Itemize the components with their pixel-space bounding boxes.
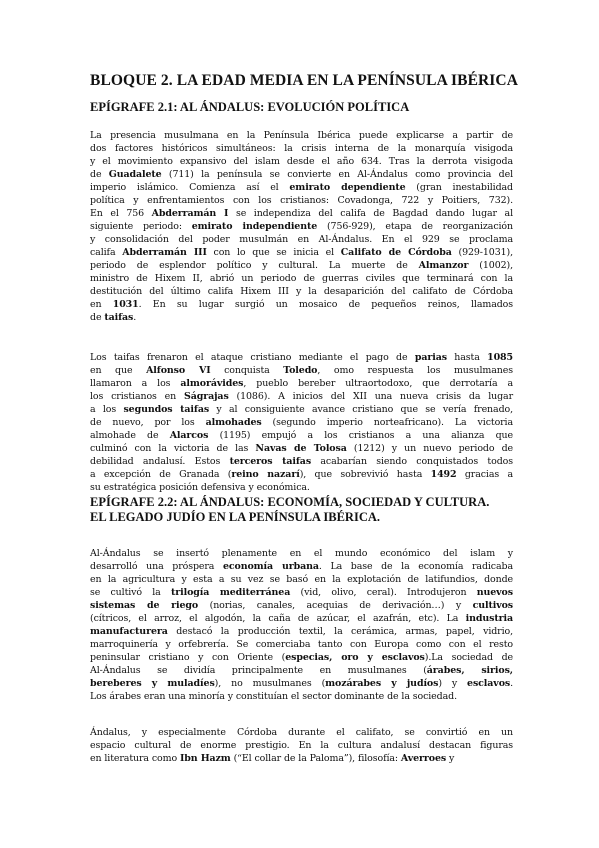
text-line: imperio islámico. Comienza así el emirato dependiente (gran inestabilidad [90, 182, 513, 193]
text-line: bereberes y muladíes), no musulmanes (mozárabes y judíos) y esclavos. [90, 678, 514, 689]
text-line: a excepción de Granada (reino nazarí), que sobrevivió hasta 1492 gracias a [90, 469, 514, 480]
text-line: en la agricultura y esta a su vez se basó en la explotación de latifundios, donde [90, 574, 513, 585]
document-title: BLOQUE 2. LA EDAD MEDIA EN LA PENÍNSULA IBÉRICA [90, 72, 519, 89]
section-heading-1-line: EPÍGRAFE 2.1: AL ÁNDALUS: EVOLUCIÓN POLÍTICA [90, 100, 410, 114]
section-heading-2-line-1: EPÍGRAFE 2.2: AL ÁNDALUS: ECONOMÍA, SOCIEDAD Y CULTURA. [90, 495, 490, 509]
text-line: llamaron a los almorávides, pueblo bereber ultraortodoxo, que derrotaría a [90, 378, 513, 389]
text-line: culminó con la victoria de las Navas de Tolosa (1212) y un nuevo periodo de [90, 443, 513, 454]
paragraph-1 [90, 129, 513, 324]
text-line: de taifas. [90, 312, 137, 323]
text-line: periodo de esplendor político y cultural. La muerte de Almanzor (1002), [90, 260, 513, 271]
paragraph-3 [90, 547, 513, 703]
text-line: se cultivó la trilogía mediterránea (vid, olivo, ceral). Introdujeron nuevos [90, 587, 513, 598]
text-line: destitución del último califa Hixem III y la desaparición del califato de Córdoba [90, 286, 513, 297]
text-line: y consolidación del poder musulmán en Al-Ándalus. En el 929 se proclama [90, 234, 513, 245]
text-line: peninsular cristiano y con Oriente (especias, oro y esclavos).La sociedad de [90, 652, 513, 663]
text-line: debilidad andalusí. Estos terceros taifas acabarían siendo conquistados todos [90, 456, 513, 467]
text-line: los cristianos en Ságrajas (1086). A inicios del XII una nueva crisis da lugar [90, 391, 513, 402]
text-line: desarrolló una próspera economía urbana. La base de la economía radicaba [90, 561, 513, 572]
text-line: dos factores históricos simultáneos: la crisis interna de la monarquía visigoda [90, 143, 513, 154]
text-line: espacio cultural de enorme prestigio. En la cultura andalusí destacan figuras [90, 740, 513, 751]
text-line: a los segundos taifas y al consiguiente avance cristiano que se vería frenado, [90, 404, 513, 415]
text-line: La presencia musulmana en la Península Ibérica puede explicarse a partir de [90, 130, 513, 141]
text-line: siguiente periodo: emirato independiente (756-929), etapa de reorganización [90, 221, 513, 232]
text-line: ministro de Hixem II, abrió un periodo de guerras civiles que terminará con la [90, 273, 513, 284]
text-line: sistemas de riego (norias, canales, acequias de derivación…) y cultivos [90, 600, 514, 611]
text-line: (cítricos, el arroz, el algodón, la caña de azúcar, el azafrán, etc). La industria [90, 613, 513, 624]
text-line: Los taifas frenaron el ataque cristiano mediante el pago de parias hasta 1085 [90, 352, 513, 363]
text-line: política y enfrentamientos con los cristianos: Covadonga, 722 y Poitiers, 732). [90, 195, 513, 206]
text-line: manufacturera destacó la producción textil, la cerámica, armas, papel, vidrio, [90, 626, 513, 637]
text-line: en que Alfonso VI conquista Toledo, omo respuesta los musulmanes [90, 365, 513, 376]
text-line: Al-Ándalus se dividía principalmente en musulmanes (árabes, sirios, [90, 665, 513, 676]
section-heading-1 [90, 100, 520, 115]
text-line: su estratégica posición defensiva y económica. [90, 482, 310, 493]
text-line: de Guadalete (711) la península se convierte en Al-Ándalus como provincia del [90, 169, 513, 180]
paragraph-2 [90, 351, 513, 494]
text-line: Los árabes eran una minoría y constituían el sector dominante de la sociedad. [90, 691, 457, 702]
text-line: En el 756 Abderramán I se independiza del califa de Bagdad dando lugar al [90, 208, 513, 219]
text-line: Al-Ándalus se insertó plenamente en el mundo económico del islam y [90, 548, 513, 559]
text-line: en literatura como Ibn Hazm (“El collar de la Paloma”), filosofía: Averroes y [90, 753, 455, 764]
text-line: en 1031. En su lugar surgió un mosaico de pequeños reinos, llamados [90, 299, 513, 310]
text-line: almohade de Alarcos (1195) empujó a los cristianos a una alianza que [90, 430, 513, 441]
paragraph-4 [90, 726, 513, 765]
text-line: marroquinería y orfebrería. Se comerciaba tanto con Europa como con el resto [90, 639, 513, 650]
text-line: Ándalus, y especialmente Córdoba durante el califato, se convirtió en un [90, 727, 513, 738]
text-line: de nuevo, por los almohades (segundo imperio norteafricano). La victoria [90, 417, 514, 428]
text-line: califa Abderramán III con lo que se inicia el Califato de Córdoba (929-1031), [90, 247, 514, 258]
section-heading-2 [90, 495, 520, 525]
text-line: y el movimiento expansivo del islam desde el año 634. Tras la derrota visigoda [90, 156, 513, 167]
section-heading-2-line-2: EL LEGADO JUDÍO EN LA PENÍNSULA IBÉRICA. [90, 510, 380, 524]
